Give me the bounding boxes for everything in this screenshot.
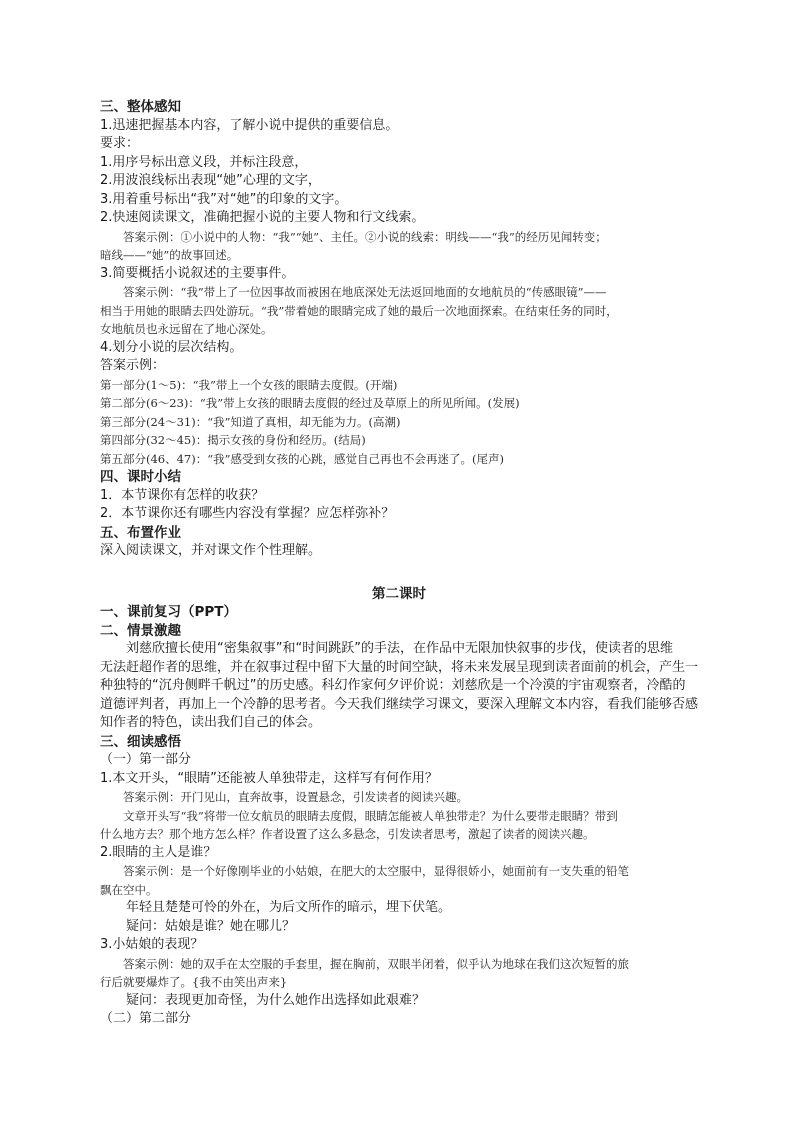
section-heading: 三、细读感悟 xyxy=(100,733,181,750)
answer-text: 答案示例：“我”带上了一位因事故而被困在地底深处无法返回地面的女地航员的“传感眼镜”—— xyxy=(123,285,607,299)
answer-text: 答案示例：她的双手在太空服的手套里，握在胸前，双眼半闭着，似乎认为地球在我们这次短暂的旅 xyxy=(123,956,629,971)
answer-text: 答案示例：开门见山，直奔故事，设置悬念，引发读者的阅读兴趣。 xyxy=(123,790,468,804)
intro-paragraph-line: 种独特的“沉舟侧畔千帆过”的历史感。科幻作家何夕评价说：刘慈欣是一个冷漠的宇宙观察者，冷酷的 xyxy=(100,678,686,693)
question: 3.小姑娘的表现？ xyxy=(100,937,204,952)
question: 1.本文开头，“眼睛”还能被人单独带走，这样写有何作用？ xyxy=(100,770,438,786)
question: 2.眼睛的主人是谁？ xyxy=(100,844,217,860)
homework-text: 深入阅读课文，并对课文作个性理解。 xyxy=(100,543,322,558)
structure-part: 第三部分(24～31)：“我”知道了真相，却无能为力。(高潮) xyxy=(100,414,401,429)
section-heading: 五、布置作业 xyxy=(100,524,181,541)
answer-text: 答案示例：①小说中的人物：“我”“她”、主任。②小说的线索：明线——“我”的经历见闻转变； xyxy=(123,229,607,244)
lesson-title: 第二课时 xyxy=(372,585,426,602)
structure-part: 第二部分(6～23)：“我”带上女孩的眼睛去度假的经过及草原上的所见所闻。(发展) xyxy=(100,396,520,410)
section-heading: 三、整体感知 xyxy=(100,99,181,115)
answer-text: 行后就要爆炸了。{我不由笑出声来} xyxy=(100,975,288,989)
intro-paragraph-line: 刘慈欣擅长使用“密集叙事”和“时间跳跃”的手法，在作品中无限加快叙事的步伐，使读者的思维 xyxy=(126,641,673,656)
summary-question: 2．本节课你还有哪些内容没有掌握？应怎样弥补？ xyxy=(100,506,395,521)
structure-part: 第一部分(1～5)：“我”带上一个女孩的眼睛去度假。(开端) xyxy=(100,377,398,392)
doubt-text: 疑问：姑娘是谁？她在哪儿？ xyxy=(126,918,296,934)
answer-text: 什么地方去？那个地方怎么样？作者设置了这么多悬念，引发读者思考，激起了读者的阅读兴趣。 xyxy=(100,827,595,841)
answer-text: 飘在空中。 xyxy=(100,882,158,897)
requirement-item: 2.用波浪线标出表现“她”心理的文字， xyxy=(100,173,321,188)
section-heading: 一、课前复习（PPT） xyxy=(100,604,237,620)
answer-text: 相当于用她的眼睛去四处游玩。“我”带着她的眼睛完成了她的最后一次地面探索。在结束任务的同时， xyxy=(100,303,618,318)
content-column xyxy=(100,98,698,1029)
task-item: 2.快速阅读课文，准确把握小说的主要人物和行文线索。 xyxy=(100,210,425,225)
intro-paragraph-line: 无法赶超作者的思维，并在叙事过程中留下大量的时间空缺，将未来发展呈现到读者面前的机会，产生一 xyxy=(100,659,699,675)
structure-part: 第五部分(46、47)：“我”感受到女孩的心跳，感觉自己再也不会再迷了。(尾声) xyxy=(100,451,504,466)
structure-part: 第四部分(32～45)：揭示女孩的身份和经历。(结局) xyxy=(100,433,366,447)
doubt-text: 疑问：表现更加奇怪，为什么她作出选择如此艰难？ xyxy=(126,992,426,1008)
answer-label: 答案示例： xyxy=(100,358,166,373)
task-item: 1.迅速把握基本内容，了解小说中提供的重要信息。 xyxy=(100,117,399,133)
requirement-label: 要求： xyxy=(100,136,140,151)
task-item: 3.简要概括小说叙述的主要事件。 xyxy=(100,265,295,281)
section-heading: 四、课时小结 xyxy=(100,469,181,485)
intro-paragraph-line: 道德评判者，再加上一个冷静的思考者。今天我们继续学习课文，要深入理解文本内容，看我们能够否感 xyxy=(100,696,699,712)
answer-text: 答案示例：是一个好像刚毕业的小姑娘，在肥大的太空服中，显得很娇小，她面前有一支失重的铅笔 xyxy=(123,864,629,878)
section-heading: 二、情景激趣 xyxy=(100,622,181,639)
subsection-heading: （二）第二部分 xyxy=(100,1011,192,1026)
intro-paragraph-line: 知作者的特色，读出我们自己的体会。 xyxy=(100,715,322,730)
answer-text: 女地航员也永远留在了地心深处。 xyxy=(100,322,273,336)
summary-question: 1．本节课你有怎样的收获？ xyxy=(100,487,265,503)
answer-text: 暗线——“她”的故事回述。 xyxy=(100,248,239,262)
answer-text: 文章开头写“我”将带一位女航员的眼睛去度假，眼睛怎能被人单独带走？为什么要带走眼睛？带到 xyxy=(123,808,618,823)
commentary-text: 年轻且楚楚可怜的外在，为后文所作的暗示，埋下伏笔。 xyxy=(126,900,452,915)
requirement-item: 1.用序号标出意义段，并标注段意， xyxy=(100,154,308,170)
requirement-item: 3.用着重号标出“我”对“她”的印象的文字。 xyxy=(100,191,348,207)
subsection-heading: （一）第一部分 xyxy=(100,752,192,767)
task-item: 4.划分小说的层次结构。 xyxy=(100,339,243,355)
